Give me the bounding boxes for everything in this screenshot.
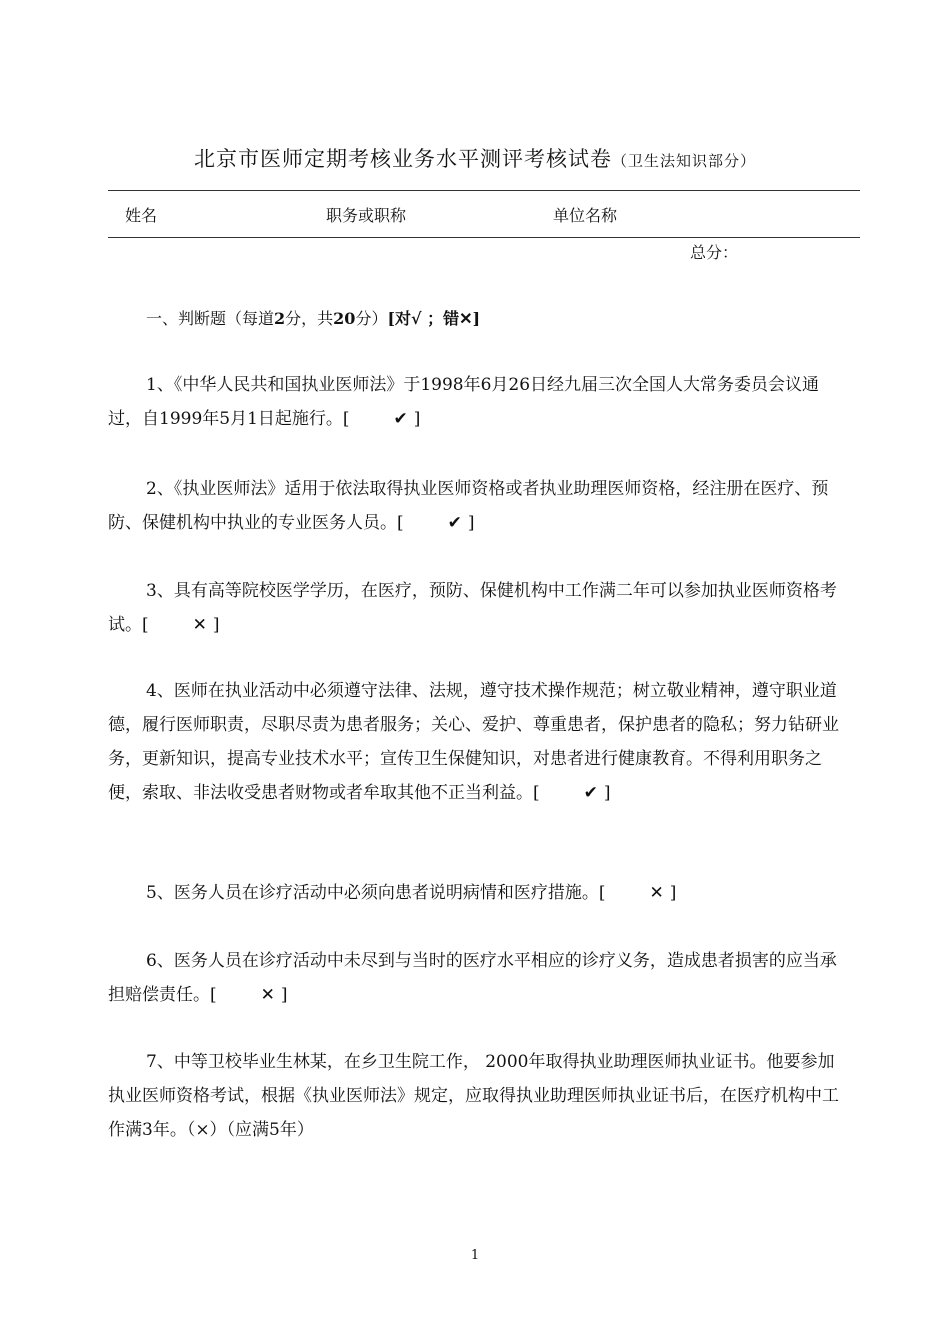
bottom-divider	[108, 237, 860, 238]
answer-mark: ✔	[393, 409, 408, 429]
unit-label: 单位名称	[553, 206, 618, 225]
answer-mark: ✔	[447, 513, 462, 533]
question-7: 7、中等卫校毕业生林某，在乡卫生院工作， 2000年取得执业助理医师执业证书。他要参加执业医师资格考试，根据《执业医师法》规定，应取得执业助理医师执业证书后，在医疗机构中工作满3年。（×）（应满5年）	[108, 1052, 839, 1140]
top-divider	[108, 190, 860, 191]
answer-mark: ✕	[260, 985, 275, 1005]
question-4: 4、医师在执业活动中必须遵守法律、法规，遵守技术操作规范；树立敬业精神，遵守职业道德，履行医师职责，尽职尽责为患者服务；关心、爱护、尊重患者，保护患者的隐私；努力钻研业务，更新知识，提高专业技术水平；宣传卫生保健知识，对患者进行健康教育。不得利用职务之便，索取、非法收受患者财物或者牟取其他不正当利益。[ ✔ ]	[108, 674, 843, 810]
answer-mark: ✕	[192, 615, 207, 635]
section-heading: 一、判断题（每道2分，共20分）[对√ ；错✕]	[146, 309, 481, 328]
title-main: 北京市医师定期考核业务水平测评考核试卷	[193, 147, 612, 171]
info-row	[108, 203, 860, 225]
answer-mark: ✔	[583, 783, 598, 803]
name-label: 姓名	[125, 206, 158, 225]
position-label: 职务或职称	[326, 206, 407, 225]
answer-mark: ✕	[649, 883, 664, 903]
page-number: 1	[470, 1248, 480, 1263]
total-score-label: 总分：	[690, 243, 739, 262]
page-title	[0, 143, 950, 173]
question-5: 5、医务人员在诊疗活动中必须向患者说明病情和医疗措施。[ ✕ ]	[108, 876, 843, 910]
question-3: 3、具有高等院校医学学历，在医疗，预防、保健机构中工作满二年可以参加执业医师资格考试。[ ✕ ]	[108, 574, 843, 642]
question-1: 1、《中华人民共和国执业医师法》于1998年6月26日经九届三次全国人大常务委员会议通过，自1999年5月1日起施行。[ ✔ ]	[108, 368, 843, 436]
question-6: 6、医务人员在诊疗活动中未尽到与当时的医疗水平相应的诊疗义务，造成患者损害的应当承担赔偿责任。[ ✕ ]	[108, 944, 843, 1012]
title-sub: （卫生法知识部分）	[611, 152, 756, 170]
question-2: 2、《执业医师法》适用于依法取得执业医师资格或者执业助理医师资格，经注册在医疗、预防、保健机构中执业的专业医务人员。[ ✔ ]	[108, 472, 843, 540]
